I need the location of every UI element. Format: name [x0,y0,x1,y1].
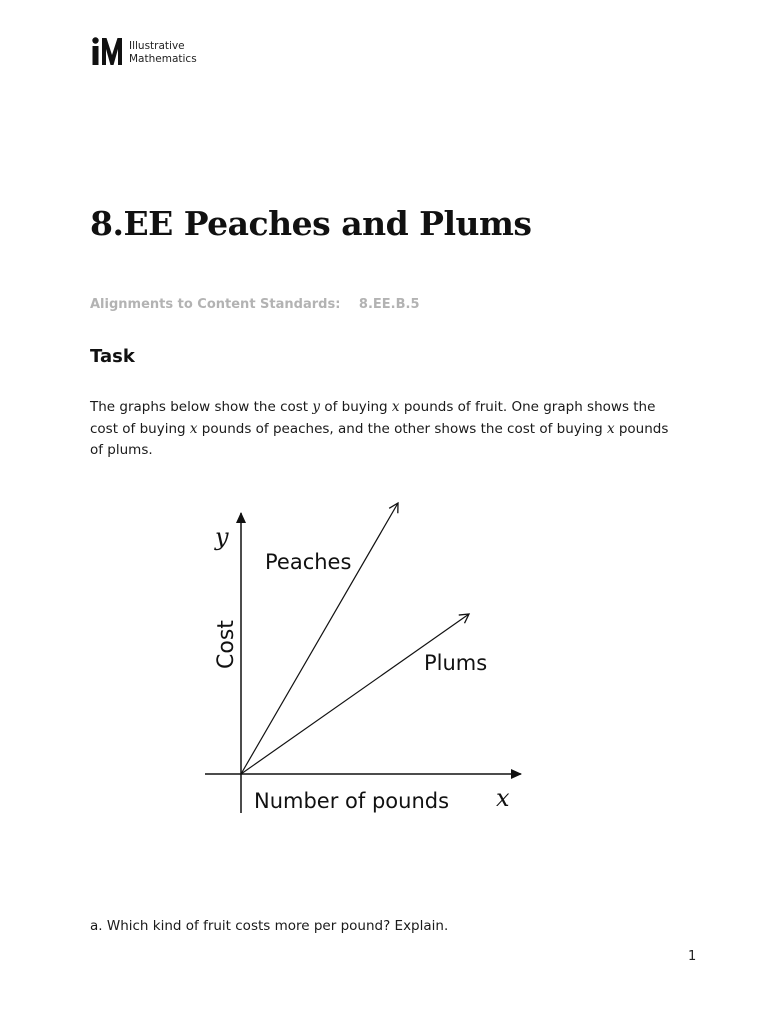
y-axis-label: Cost [214,620,239,669]
y-axis-variable: y [215,523,229,551]
peaches-label: Peaches [265,550,352,574]
plums-label: Plums [424,651,488,675]
cost-graph [195,495,535,825]
intro-text: pounds of plums. [90,420,669,458]
intro-text: pounds of peaches, and the other shows the cost of buying [197,420,607,437]
intro-variable-y: y [312,399,321,415]
alignments-row [90,297,420,312]
logo-line-2: Mathematics [129,53,197,65]
logo-line-1: Illustrative [129,40,185,52]
task-heading: Task [90,346,135,367]
task-intro [90,397,680,462]
im-logo-icon [91,37,125,67]
intro-text: The graphs below show the cost [90,399,313,415]
plums-line [241,614,469,774]
intro-text: of buying [320,399,392,415]
x-axis-variable: x [496,784,510,812]
intro-text: pounds of fruit. One graph shows the cost of buying [90,399,656,437]
intro-variable-x: x [391,399,400,415]
page-title: 8.EE Peaches and Plums [90,204,532,243]
intro-variable-x: x [606,420,615,437]
alignments-label: Alignments to Content Standards: [90,297,341,312]
peaches-line [241,503,398,774]
logo-wordmark [129,40,197,66]
x-axis-label: Number of pounds [254,789,450,813]
question-a: a. Which kind of fruit costs more per pound? Explain. [90,918,449,934]
intro-variable-x: x [189,420,198,437]
cost-graph-svg [195,495,535,825]
standard-code: 8.EE.B.5 [358,297,420,312]
page-number: 1 [688,949,697,964]
